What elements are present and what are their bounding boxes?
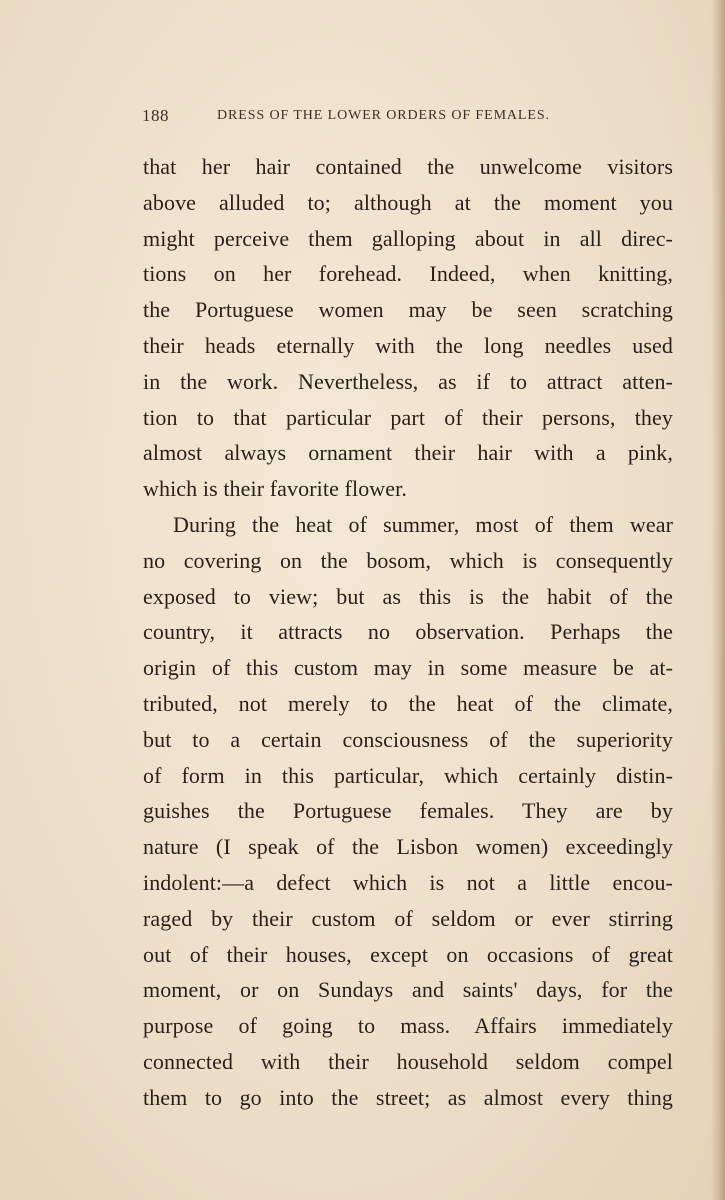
text-line: guishes the Portuguese females. They are by bbox=[143, 798, 673, 824]
body-text bbox=[143, 149, 673, 1116]
text-line: connected with their household seldom compel bbox=[143, 1048, 673, 1074]
text-line: tributed, not merely to the heat of the climate, bbox=[143, 690, 673, 716]
text-line: no covering on the bosom, which is consequently bbox=[143, 547, 673, 573]
text-line: exposed to view; but as this is the habit of the bbox=[143, 583, 673, 609]
text-line: country, it attracts no observation. Perhaps the bbox=[143, 619, 673, 645]
text-line: indolent:—a defect which is not a little encou- bbox=[143, 869, 673, 895]
text-line: nature (I speak of the Lisbon women) exceedingly bbox=[143, 834, 673, 860]
text-line: in the work. Nevertheless, as if to attract atten- bbox=[143, 368, 673, 394]
text-line: might perceive them galloping about in all direc- bbox=[143, 225, 673, 251]
text-line: which is their favorite flower. bbox=[143, 476, 407, 502]
text-line: During the heat of summer, most of them wear bbox=[173, 511, 673, 537]
text-line: tions on her forehead. Indeed, when knitting, bbox=[143, 261, 673, 287]
page-number: 188 bbox=[142, 106, 169, 125]
text-line: of form in this particular, which certainly distin- bbox=[143, 762, 673, 788]
text-line: the Portuguese women may be seen scratching bbox=[143, 297, 673, 323]
text-line: out of their houses, except on occasions of great bbox=[143, 941, 673, 967]
text-line: tion to that particular part of their persons, they bbox=[143, 404, 673, 430]
text-line: moment, or on Sundays and saints' days, for the bbox=[143, 977, 673, 1003]
running-head bbox=[142, 106, 632, 130]
paragraph-1 bbox=[143, 149, 673, 507]
text-line: their heads eternally with the long needles used bbox=[143, 332, 673, 358]
text-line: raged by their custom of seldom or ever stirring bbox=[143, 905, 673, 931]
text-line: that her hair contained the unwelcome visitors bbox=[143, 154, 673, 179]
text-line: above alluded to; although at the moment you bbox=[143, 189, 673, 215]
text-line: but to a certain consciousness of the superiority bbox=[143, 726, 673, 752]
text-line: origin of this custom may in some measure be at- bbox=[143, 655, 673, 681]
text-line: almost always ornament their hair with a pink, bbox=[143, 440, 673, 466]
text-line: purpose of going to mass. Affairs immediately bbox=[143, 1013, 673, 1039]
text-line: them to go into the street; as almost every thing bbox=[143, 1084, 673, 1110]
page-edge bbox=[711, 0, 725, 1200]
running-head-title: DRESS OF THE LOWER ORDERS OF FEMALES. bbox=[217, 108, 550, 123]
paragraph-2 bbox=[143, 507, 673, 1116]
